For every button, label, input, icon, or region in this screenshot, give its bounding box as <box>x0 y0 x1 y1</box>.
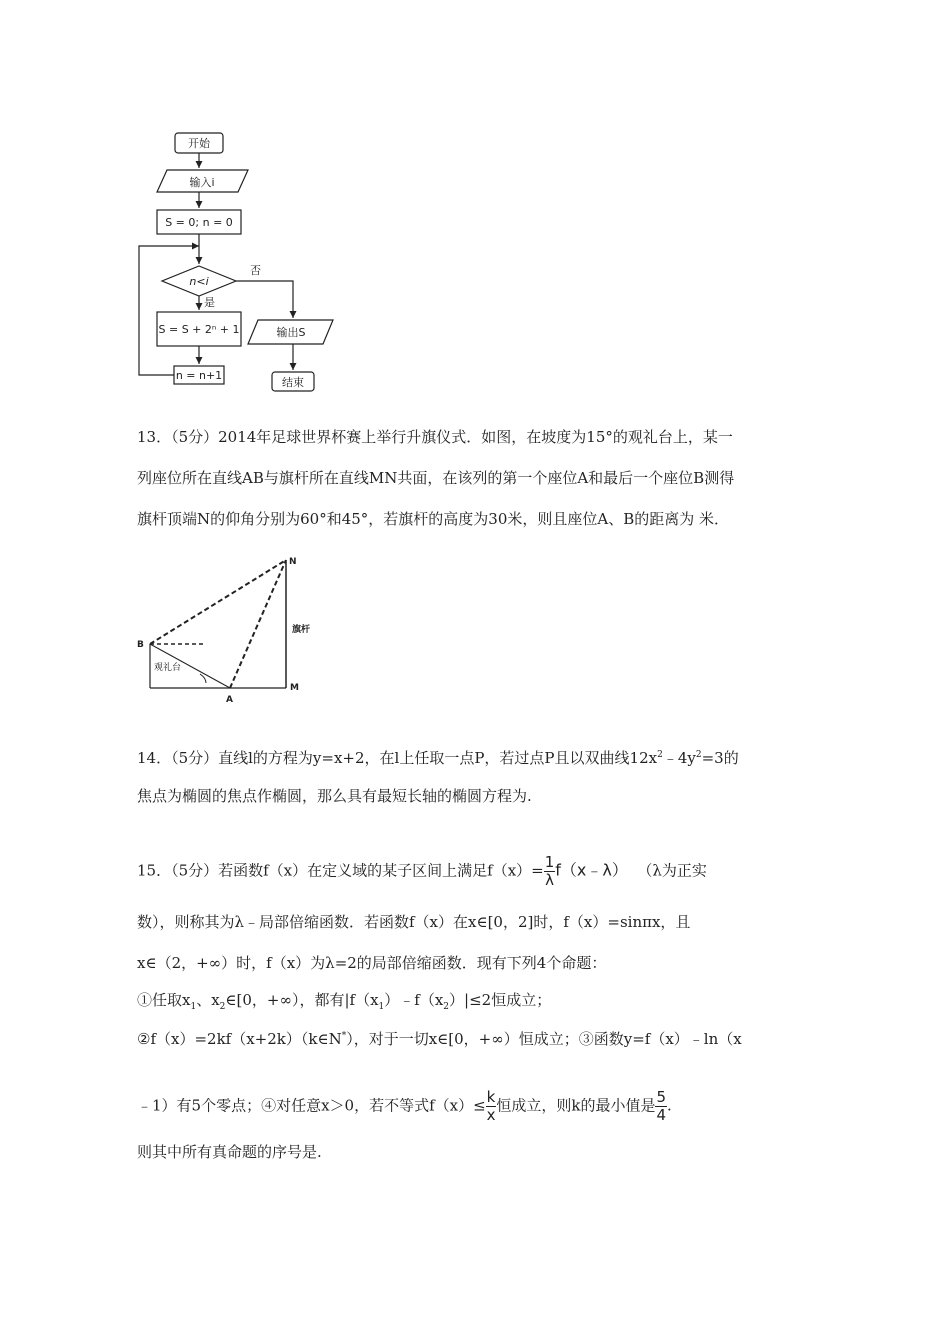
q15-l5-b: ），对于一切x∈[0，+∞）恒成立；③函数y=f（x）﹣ln（x <box>346 1030 742 1048</box>
flowchart-increment-label: n = n+1 <box>175 369 223 382</box>
q14-line-1 <box>137 745 739 768</box>
point-M: M <box>290 683 299 693</box>
q15-line-6 <box>137 1090 672 1123</box>
fraction-numerator: 5 <box>656 1088 666 1106</box>
q15-text-b: f（x﹣λ） <box>555 860 628 880</box>
fraction-denominator: 4 <box>656 1106 666 1124</box>
fraction-1-over-lambda <box>544 855 556 888</box>
q15-line-4 <box>137 990 551 1017</box>
q14-text-b: ﹣4y <box>662 749 696 767</box>
q13-line-3: 旗杆顶端N的仰角分别为60°和45°，若旗杆的高度为30米，则且座位A、B的距离为 米． <box>137 510 730 528</box>
q15-line-7: 则其中所有真命题的序号是. <box>137 1143 322 1161</box>
flowchart-no-label: 否 <box>250 264 261 277</box>
q15-line-5 <box>137 1026 742 1049</box>
flowchart-yes-label: 是 <box>204 296 215 309</box>
q13-line-1: 13．（5分）2014年足球世界杯赛上举行升旗仪式．如图，在坡度为15°的观礼台上，某一 <box>137 428 733 446</box>
fraction-k-over-x <box>486 1090 497 1123</box>
q14-text-c: =3的 <box>701 749 739 767</box>
fraction-denominator: λ <box>545 871 554 889</box>
point-A: A <box>226 695 233 705</box>
q15-line-3: x∈（2，+∞）时，f（x）为λ=2的局部倍缩函数．现有下列4个命题： <box>137 954 607 972</box>
q15-l4-e: ）|≤2恒成立； <box>449 991 552 1009</box>
q14-sup-2: 2 <box>695 750 702 760</box>
flagpole-label: 旗杆 <box>292 625 311 635</box>
q15-l4-b: 、x <box>196 991 220 1009</box>
q15-line-1 <box>137 855 707 888</box>
q15-l5-a: ②f（x）=2kf（x+2k）（k∈N <box>137 1030 342 1048</box>
flowchart-body-label: S = S + 2ⁿ + 1 <box>158 323 240 336</box>
flowchart-condition-label: n<i <box>189 275 209 288</box>
point-B: B <box>137 640 144 650</box>
q15-l4-a: ①任取x <box>137 991 191 1009</box>
q15-sup-5: * <box>341 1031 347 1041</box>
q15-l6-c: . <box>667 1096 672 1115</box>
q15-text-c: （λ为正实 <box>637 861 707 880</box>
q14-line-2: 焦点为椭圆的焦点作椭圆，那么具有最短长轴的椭圆方程为. <box>137 787 532 805</box>
q15-l4-c: ∈[0，+∞），都有|f（x <box>225 991 379 1009</box>
flowchart-start-label: 开始 <box>188 137 210 150</box>
q15-l4-d: ）﹣f（x <box>384 991 444 1009</box>
fraction-numerator: k <box>486 1088 496 1106</box>
flowchart-output-label: 输出S <box>276 326 306 339</box>
flowchart-end-label: 结束 <box>282 376 304 389</box>
q15-sub-3: 1 <box>378 1002 385 1012</box>
q15-text-a: 15．（5分）若函数f（x）在定义域的某子区间上满足f（x）= <box>137 861 544 880</box>
q13-line-2: 列座位所在直线AB与旗杆所在直线MN共面，在该列的第一个座位A和最后一个座位B测得 <box>137 469 735 487</box>
q14-text-a: 14．（5分）直线l的方程为y=x+2，在l上任取一点P，若过点P且以双曲线12x <box>137 749 658 767</box>
stand-label: 观礼台 <box>154 663 182 673</box>
fraction-denominator: x <box>486 1106 496 1124</box>
flowchart <box>130 128 350 398</box>
point-N: N <box>289 557 297 567</box>
q15-sub-4: 2 <box>443 1002 450 1012</box>
fraction-5-over-4 <box>655 1090 667 1123</box>
q14-sup-1: 2 <box>657 750 663 760</box>
flagpole-figure <box>132 552 332 710</box>
flowchart-input-label: 输入i <box>189 176 215 189</box>
q15-line-2: 数），则称其为λ﹣局部倍缩函数．若函数f（x）在x∈[0，2]时，f（x）=sinπx，且 <box>137 913 691 931</box>
q15-l6-a: ﹣1）有5个零点；④对任意x＞0，若不等式f（x）≤ <box>137 1096 486 1115</box>
q15-l6-b: 恒成立，则k的最小值是 <box>496 1096 656 1115</box>
flowchart-init-label: S = 0; n = 0 <box>165 216 233 229</box>
fraction-numerator: 1 <box>544 853 555 871</box>
q15-sub-2: 2 <box>219 1002 226 1012</box>
q15-sub-1: 1 <box>190 1002 197 1012</box>
